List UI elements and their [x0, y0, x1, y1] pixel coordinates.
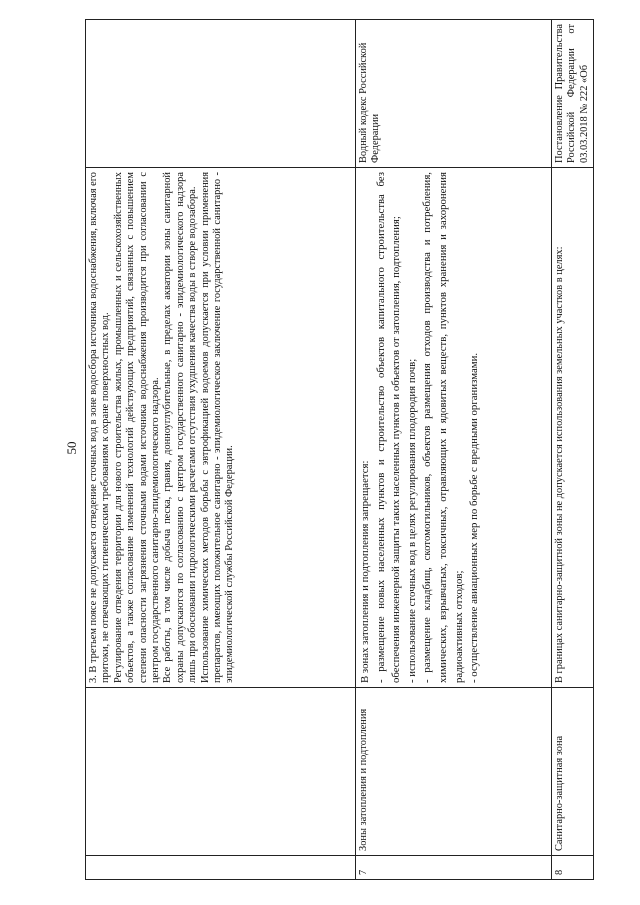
paragraph: Регулирование отведения территории для нового строительства жилых, промышленных и сельскохозяйственных объектов, а также согласование изменений технологий действующих предприятий, связанных с повышением степени опасности загрязнения сточными водами источника водоснабжения производится при согласовании с центром государственного санитарно-эпидемиологического надзора.	[112, 172, 162, 683]
legal-source: Постановление Правительства Российской Федерации от 03.03.2018 № 222 «Об	[552, 20, 594, 168]
paragraph: - размещение кладбищ, скотомогильников, объектов размещения отходов производства и потребления, химических, взрывчатых, токсичных, отравляющих и ядовитых веществ, пунктов хранения и захоронения радиоактивных отходов;	[421, 172, 465, 683]
paragraph: Все работы, в том числе добыча песка, гравия, донноуглубительные, в пределах акватории зоны санитарной охраны допускаются по согласованию с центром государственного санитарно - эпидемиологического надзора лишь при обосновании гидрологическими расчетами отсутствия ухудшения качества воды в створе водозабора.	[162, 172, 199, 683]
table-row	[552, 20, 594, 880]
zone-name: Санитарно-защитная зона	[552, 688, 594, 856]
table-row	[86, 20, 356, 880]
zone-text	[356, 168, 552, 688]
zone-text	[86, 168, 356, 688]
row-number: 8	[552, 856, 594, 880]
paragraph: - осуществление авиационных мер по борьбе с вредными организмами.	[468, 352, 481, 683]
paragraph: 3. В третьем поясе не допускается отведение сточных вод в зоне водосбора источника водоснабжения, включая его притоки, не отвечающих гигиеническим требованиям к охране поверхностных вод.	[88, 172, 112, 683]
paragraph: - использование сточных вод в целях регулирования плодородия почв;	[405, 358, 418, 683]
paragraph: - размещение новых населенных пунктов и строительство объектов капитального строительства без обеспечения инженерной защиты таких населенных пунктов и объектов от затопления, подтопления;	[374, 172, 403, 683]
table-row	[356, 20, 552, 880]
paragraph: Использование химических методов борьбы с эвтрофикацией водоемов допускается при условии применения препаратов, имеющих положительное санитарно - эпидемиологическое заключение государственной санитарно - эпидемиологической службы Российской Федерации.	[199, 172, 236, 683]
zone-name: Зоны затопления и подтопления	[356, 688, 552, 856]
zone-name	[86, 688, 356, 856]
row-number	[86, 856, 356, 880]
paragraph: В зонах затопления и подтопления запрещается:	[359, 460, 371, 683]
legal-source: Водный кодекс Российской Федерации	[356, 20, 552, 168]
page-number: 50	[64, 441, 79, 455]
paragraph: В границах санитарно-защитной зоны не допускается использования земельных участков в целях:	[554, 246, 565, 683]
restrictions-table	[85, 19, 594, 880]
rotated-page	[85, 20, 590, 880]
zone-text	[552, 168, 594, 688]
legal-source	[86, 20, 356, 168]
row-number: 7	[356, 856, 552, 880]
